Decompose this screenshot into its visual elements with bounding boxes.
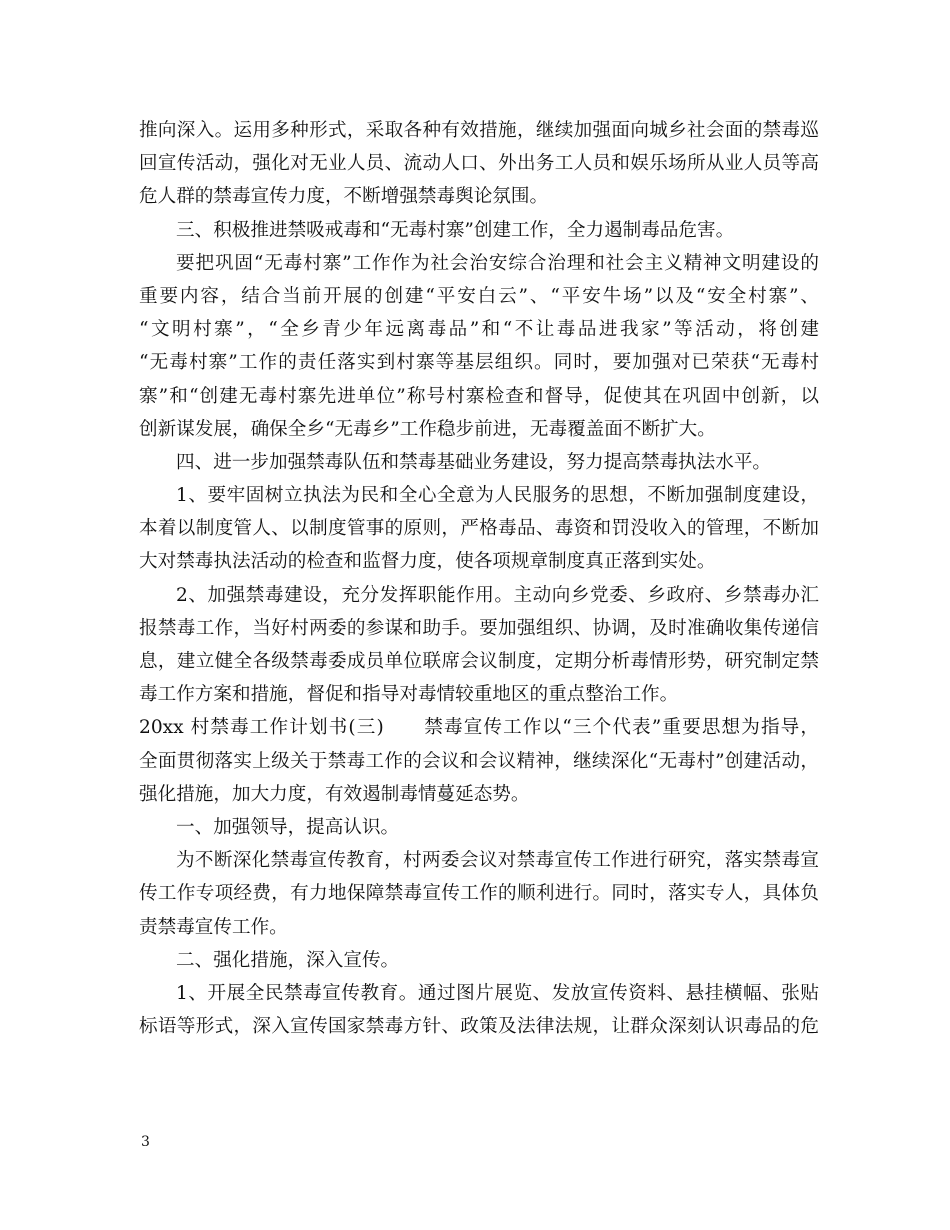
section-heading: 二、强化措施，深入宣传。 bbox=[176, 949, 400, 971]
paragraph-line: 要把巩固“无毒村寨”工作作为社会治安综合治理和社会主义精神文明建设的 bbox=[176, 252, 819, 274]
page-number: 3 bbox=[141, 1134, 150, 1150]
paragraph-line: 2、加强禁毒建设，充分发挥职能作用。主动向乡党委、乡政府、乡禁毒办汇 bbox=[176, 584, 819, 606]
paragraph-line: 1、要牢固树立执法为民和全心全意为人民服务的思想，不断加强制度建设， bbox=[176, 485, 819, 507]
paragraph-line: 标语等形式，深入宣传国家禁毒方针、政策及法律法规，让群众深刻认识毒品的危 bbox=[139, 1016, 819, 1038]
paragraph-line: 强化措施，加大力度，有效遏制毒情蔓延态势。 bbox=[139, 783, 530, 805]
paragraph-line: 息，建立健全各级禁毒委成员单位联席会议制度，定期分析毒情形势，研究制定禁 bbox=[139, 651, 819, 672]
paragraph-line: 责禁毒宣传工作。 bbox=[139, 916, 288, 938]
paragraph-line: 危人群的禁毒宣传力度，不断增强禁毒舆论氛围。 bbox=[139, 186, 549, 208]
paragraph-line: 创新谋发展，确保全乡“无毒乡”工作稳步前进，无毒覆盖面不断扩大。 bbox=[139, 418, 716, 440]
section-heading: 三、积极推进禁吸戒毒和“无毒村寨”创建工作，全力遏制毒品危害。 bbox=[176, 219, 735, 241]
document-subtitle-line: 20xx 村禁毒工作计划书(三) 禁毒宣传工作以“三个代表”重要思想为指导， bbox=[139, 717, 819, 739]
document-body bbox=[139, 114, 819, 1043]
section-heading: 四、进一步加强禁毒队伍和禁毒基础业务建设，努力提高禁毒执法水平。 bbox=[176, 451, 772, 473]
paragraph-line: 为不断深化禁毒宣传教育，村两委会议对禁毒宣传工作进行研究，落实禁毒宣 bbox=[176, 850, 819, 872]
paragraph-line: 毒工作方案和措施，督促和指导对毒情较重地区的重点整治工作。 bbox=[139, 684, 679, 706]
paragraph-line: 本着以制度管人、以制度管事的原则，严格毒品、毒资和罚没收入的管理，不断加 bbox=[139, 518, 819, 540]
paragraph-line: 大对禁毒执法活动的检查和监督力度，使各项规章制度真正落到实处。 bbox=[139, 551, 716, 573]
paragraph-line: 回宣传活动，强化对无业人员、流动人口、外出务工人员和娱乐场所从业人员等高 bbox=[139, 153, 819, 175]
paragraph-line: 寨”和“创建无毒村寨先进单位”称号村寨检查和督导，促使其在巩固中创新，以 bbox=[139, 385, 819, 407]
section-heading: 一、加强领导，提高认识。 bbox=[176, 816, 400, 838]
paragraph-line: “无毒村寨”工作的责任落实到村寨等基层组织。同时，要加强对已荣获“无毒村 bbox=[139, 352, 819, 374]
paragraph-line: 重要内容，结合当前开展的创建“平安白云”、“平安牛场”以及“安全村寨”、 bbox=[139, 285, 819, 307]
paragraph-line: 推向深入。运用多种形式，采取各种有效措施，继续加强面向城乡社会面的禁毒巡 bbox=[139, 120, 819, 141]
paragraph-line: 传工作专项经费，有力地保障禁毒宣传工作的顺利进行。同时，落实专人，具体负 bbox=[139, 883, 819, 905]
paragraph-line: 1、开展全民禁毒宣传教育。通过图片展览、发放宣传资料、悬挂横幅、张贴 bbox=[176, 982, 819, 1004]
paragraph-line: 报禁毒工作，当好村两委的参谋和助手。要加强组织、协调，及时准确收集传递信 bbox=[139, 617, 819, 639]
paragraph-line: 全面贯彻落实上级关于禁毒工作的会议和会议精神，继续深化“无毒村”创建活动， bbox=[139, 750, 819, 772]
paragraph-line: “文明村寨”，“全乡青少年远离毒品”和“不让毒品进我家”等活动，将创建 bbox=[139, 319, 819, 341]
